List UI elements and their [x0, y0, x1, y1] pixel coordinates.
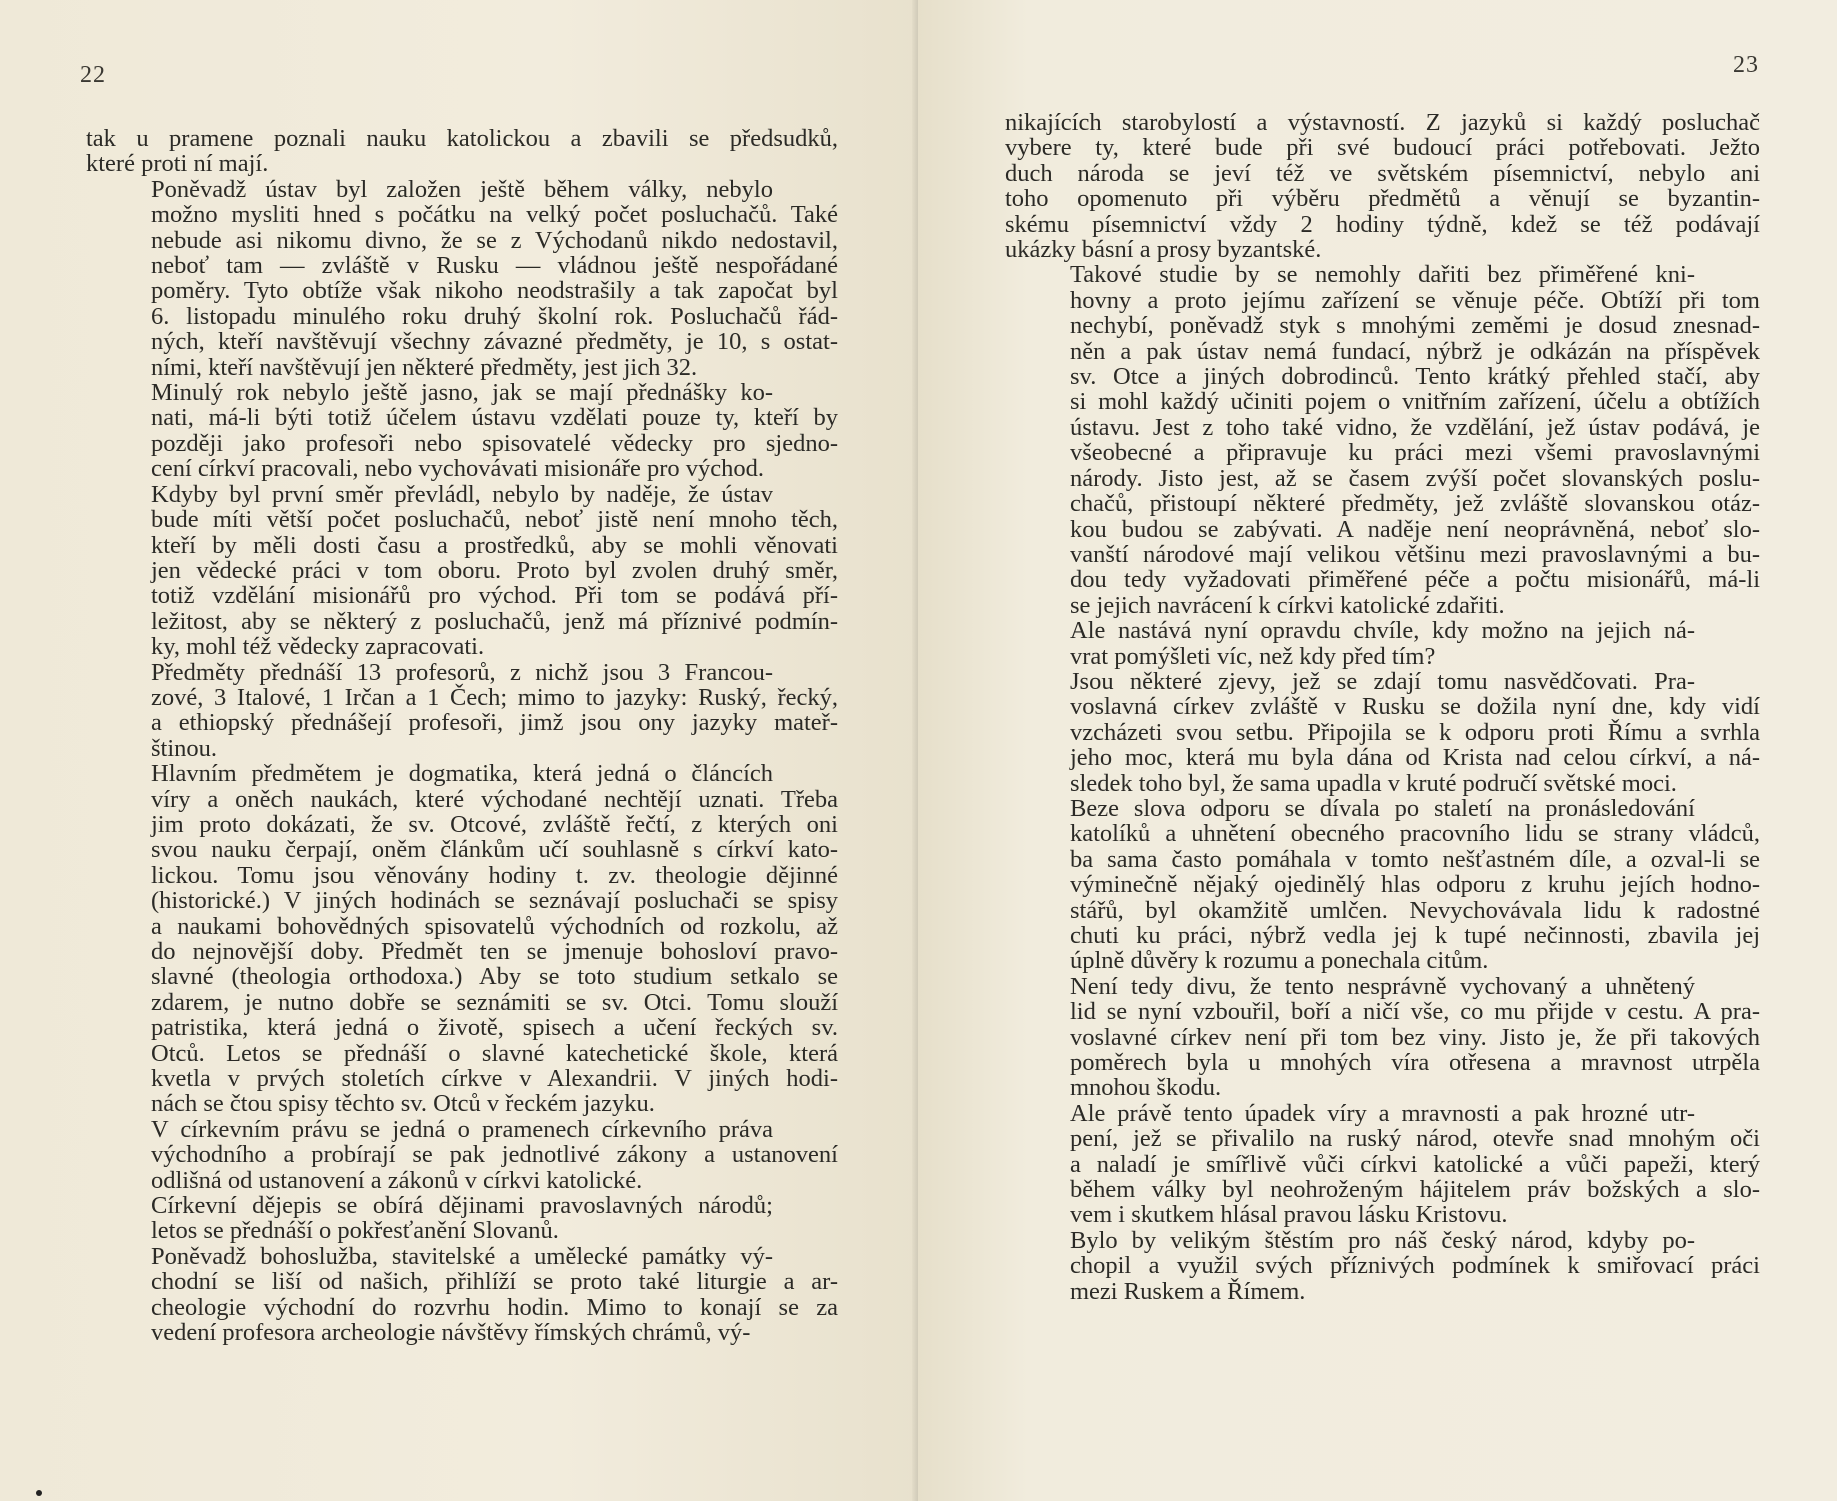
text-line: možno mysliti hned s počátku na velký počet posluchačů. Také [151, 201, 838, 229]
paragraph [1005, 669, 1760, 796]
paragraph [86, 177, 838, 380]
text-line: Minulý rok nebylo ještě jasno, jak se mají přednášky ko- [151, 379, 773, 407]
paragraph [86, 761, 838, 1117]
text-line: nikajících starobylostí a výstavností. Z jazyků si každý posluchač [1005, 109, 1760, 136]
text-line: nechybí, poněvadž styk s mnohými zeměmi je dosud znesnad- [1070, 312, 1760, 340]
text-line: a naukami bohovědných spisovatelů východních od rozkolu, až [151, 912, 838, 940]
text-line: mezi Ruskem a Římem. [1070, 1277, 1306, 1305]
text-line: lickou. Tomu jsou věnovány hodiny t. zv. theologie dějinné [151, 861, 838, 889]
text-line: jim proto dokázati, že sv. Otcové, zvláště řečtí, z kterých oni [151, 810, 838, 838]
text-line: výminečně nějaký ojedinělý hlas odporu z kruhu jejích hodno- [1070, 871, 1760, 899]
paragraph [86, 1193, 838, 1244]
text-line: Jsou některé zjevy, jež se zdají tomu nasvědčovati. Pra- [1070, 667, 1695, 695]
text-line: cheologie východní do rozvrhu hodin. Mimo to konají se za [151, 1293, 838, 1321]
text-line: sledek toho byl, že sama upadla v kruté područí světské moci. [1070, 769, 1677, 797]
text-line: Kdyby byl první směr převládl, nebylo by naděje, že ústav [151, 480, 773, 508]
left-page-body [86, 126, 838, 1346]
text-line: se jejich navrácení k církvi katolické zdařiti. [1070, 591, 1505, 619]
paragraph [1005, 796, 1760, 974]
paragraph [1005, 974, 1760, 1101]
ink-spot [36, 1490, 42, 1496]
text-line: Poněvadž ústav byl založen ještě během války, nebylo [151, 175, 773, 203]
text-line: vzcházeti svou setbu. Připojila se k odporu proti Římu a svrhla [1070, 718, 1760, 746]
text-line: 6. listopadu minulého roku druhý školní rok. Posluchačů řád- [151, 302, 838, 330]
text-line: (historické.) V jiných hodinách se seznávají posluchači se spisy [151, 887, 838, 915]
text-line: ními, kteří navštěvují jen některé předměty, jest jich 32. [151, 353, 698, 381]
text-line: toho opomenuto při výběru předmětů a věnují se byzantin- [1005, 185, 1760, 213]
text-line: během války byl neohroženým hájitelem práv božských a slo- [1070, 1176, 1760, 1204]
paragraph [86, 1117, 838, 1193]
text-line: kteří by měli dosti času a prostředků, aby se mohli věnovati [151, 531, 838, 559]
text-line: letos se přednáší o pokřesťanění Slovanů. [151, 1217, 559, 1245]
text-line: které proti ní mají. [86, 150, 269, 178]
text-line: ky, mohl též vědecky zapracovati. [151, 633, 485, 661]
text-line: katolíků a uhnětení obecného pracovního lidu se strany vládců, [1070, 820, 1760, 848]
text-line: chopil a využil svých příznivých podmínek k smiřovací práci [1070, 1252, 1760, 1280]
text-line: zové, 3 Italové, 1 Irčan a 1 Čech; mimo to jazyky: Ruský, řecký, [151, 683, 838, 711]
text-line: nách se čtou spisy těchto sv. Otců v řeckém jazyku. [151, 1090, 655, 1118]
paragraph [86, 660, 838, 762]
paragraph [1005, 1228, 1760, 1304]
text-line: vybere ty, které bude při své budoucí práci potřebovati. Ježto [1005, 134, 1760, 162]
paragraph [1005, 262, 1760, 618]
text-line: ukázky básní a prosy byzantské. [1005, 236, 1322, 264]
text-line: něn a pak ústav nemá fundací, nýbrž je odkázán na příspěvek [1070, 337, 1760, 365]
text-line: Hlavním předmětem je dogmatika, která jedná o článcích [151, 760, 773, 788]
text-line: vem i skutkem hlásal pravou lásku Kristovu. [1070, 1201, 1508, 1229]
text-line: vrat pomýšleti víc, než kdy před tím? [1070, 642, 1436, 670]
text-line: ústavu. Jest z toho také vidno, že vzdělání, jež ústav podává, je [1070, 413, 1760, 441]
text-line: jen vědecké práci v tom oboru. Proto byl zvolen druhý směr, [151, 556, 838, 584]
text-line: stářů, byl okamžitě umlčen. Nevychovávala lidu k radostné [1070, 896, 1760, 924]
text-line: nebude asi nikomu divno, že se z Východanů nikdo nedostavil, [151, 226, 838, 254]
text-line: si mohl každý učiniti pojem o vnitřním zařízení, účelu a obtížích [1070, 388, 1760, 416]
text-line: V církevním právu se jedná o pramenech církevního práva [151, 1115, 773, 1143]
text-line: všeobecné a připravuje ku práci mezi všemi pravoslavnými [1070, 439, 1760, 467]
text-line: poměry. Tyto obtíže však nikoho neodstrašily a tak započat byl [151, 277, 838, 305]
text-line: kou budou se zabývati. A naděje není neoprávněná, neboť slo- [1070, 515, 1760, 543]
text-line: Není tedy divu, že tento nesprávně vychovaný a uhnětený [1070, 972, 1695, 1000]
text-line: Bylo by velikým štěstím pro náš český národ, kdyby po- [1070, 1226, 1695, 1254]
page-number-right: 23 [1733, 52, 1759, 78]
text-line: voslavné církev není při tom bez viny. Jisto je, že při takových [1070, 1023, 1760, 1051]
text-line: chuti ku práci, nýbrž vedla jej k tupé nečinnosti, zbavila jej [1070, 922, 1760, 949]
text-line: ba sama často pomáhala v tomto nešťastném díle, a ozval-li se [1070, 845, 1760, 873]
text-line: Takové studie by se nemohly dařiti bez přiměřené kni- [1070, 261, 1695, 289]
text-line: ležitost, aby se některý z posluchačů, jenž má příznivé podmín- [151, 607, 838, 635]
text-line: slavné (theologia orthodoxa.) Aby se toto studium setkalo se [151, 963, 838, 991]
paragraph [86, 1244, 838, 1346]
left-page [0, 0, 918, 1501]
paragraph [1005, 110, 1760, 262]
text-line: chačů, přistoupí některé předměty, jež zvláště slovanskou otáz- [1070, 490, 1760, 518]
paragraph [1005, 618, 1760, 669]
text-line: a naladí je smířlivě vůči církvi katolické a vůči papeži, který [1070, 1150, 1760, 1178]
paragraph [86, 380, 838, 482]
text-line: nati, má-li býti totiž účelem ústavu vzdělati pouze ty, kteří by [151, 404, 838, 432]
text-line: pení, jež se přivalilo na ruský národ, otevře snad mnohým oči [1070, 1125, 1760, 1153]
paragraph [1005, 1101, 1760, 1228]
text-line: voslavná církev zvláště v Rusku se dožila nyní dne, kdy vidí [1070, 693, 1760, 721]
text-line: Beze slova odporu se dívala po staletí na pronásledování [1070, 794, 1695, 822]
text-line: skému písemnictví vždy 2 hodiny týdně, kdež se též podávají [1005, 210, 1760, 238]
text-line: a ethiopský přednášejí profesoři, jimž jsou ony jazyky mateř- [151, 709, 838, 737]
text-line: tak u pramene poznali nauku katolickou a zbavili se předsudků, [86, 125, 838, 152]
text-line: do nejnovější doby. Předmět ten se jmenuje bohosloví pravo- [151, 938, 838, 965]
paragraph [86, 126, 838, 177]
text-line: zdarem, je nutno dobře se seznámiti se sv. Otci. Tomu slouží [151, 988, 838, 1016]
text-line: chodní se liší od našich, přihlíží se proto také liturgie a ar- [151, 1268, 838, 1296]
text-line: Poněvadž bohoslužba, stavitelské a umělecké památky vý- [151, 1242, 773, 1270]
text-line: jeho moc, která mu byla dána od Krista nad celou církví, a ná- [1070, 744, 1760, 772]
text-line: patristika, která jedná o životě, spisech a učení řeckých sv. [151, 1014, 838, 1042]
text-line: poměrech byla u mnohých víra otřesena a mravnost utrpěla [1070, 1049, 1760, 1077]
text-line: ných, kteří navštěvují všechny závazné předměty, je 10, s ostat- [151, 328, 838, 356]
text-line: cení církví pracovali, nebo vychovávati misionáře pro východ. [151, 455, 764, 483]
text-line: později jako profesoři nebo spisovatelé vědecky pro sjedno- [151, 429, 838, 457]
right-page-body [1005, 110, 1760, 1304]
text-line: Ale nastává nyní opravdu chvíle, kdy možno na jejich ná- [1070, 617, 1695, 645]
text-line: Ale právě tento úpadek víry a mravnosti a pak hrozné utr- [1070, 1099, 1695, 1127]
text-line: víry a oněch naukách, které východané nechtějí uznati. Třeba [151, 785, 838, 813]
text-line: Předměty přednáší 13 profesorů, z nichž jsou 3 Francou- [151, 658, 773, 686]
text-line: odlišná od ustanovení a zákonů v církvi katolické. [151, 1166, 643, 1194]
text-line: úplně důvěry k rozumu a ponechala citům. [1070, 947, 1489, 975]
page-number-left: 22 [80, 62, 106, 88]
text-line: Otců. Letos se přednáší o slavné katechetické škole, která [151, 1039, 838, 1067]
text-line: sv. Otce a jiných dobrodinců. Tento krátký přehled stačí, aby [1070, 363, 1760, 391]
right-page [918, 0, 1837, 1501]
text-line: východního a probírají se pak jednotlivé zákony a ustanovení [151, 1141, 838, 1169]
text-line: bude míti větší počet posluchačů, neboť jistě není mnoho těch, [151, 506, 838, 534]
text-line: hovny a proto jejímu zařízení se věnuje péče. Obtíží při tom [1070, 286, 1760, 314]
paragraph [86, 482, 838, 660]
text-line: lid se nyní vzbouřil, boří a ničí vše, co mu přijde v cestu. A pra- [1070, 998, 1760, 1026]
text-line: kvetla v prvých stoletích církve v Alexandrii. V jiných hodi- [151, 1065, 838, 1093]
text-line: dou tedy vyžadovati přiměřené péče a počtu misionářů, má-li [1070, 566, 1760, 594]
text-line: štinou. [151, 734, 218, 762]
text-line: mnohou škodu. [1070, 1074, 1222, 1102]
text-line: totiž vzdělání misionářů pro východ. Při tom se podává pří- [151, 582, 838, 610]
text-line: Církevní dějepis se obírá dějinami pravoslavných národů; [151, 1192, 773, 1220]
text-line: národy. Jisto jest, až se časem zvýší počet slovanských poslu- [1070, 464, 1760, 492]
text-line: vanští národové mají velikou většinu mezi pravoslavnými a bu- [1070, 540, 1760, 568]
text-line: neboť tam — zvláště v Rusku — vládnou ještě nespořádané [151, 252, 838, 280]
text-line: svou nauku čerpají, oněm článkům učí souhlasně s církví kato- [151, 836, 838, 864]
text-line: vedení profesora archeologie návštěvy římských chrámů, vý- [151, 1319, 751, 1347]
text-line: duch národa se jeví též ve světském písemnictví, nebylo ani [1005, 159, 1760, 187]
